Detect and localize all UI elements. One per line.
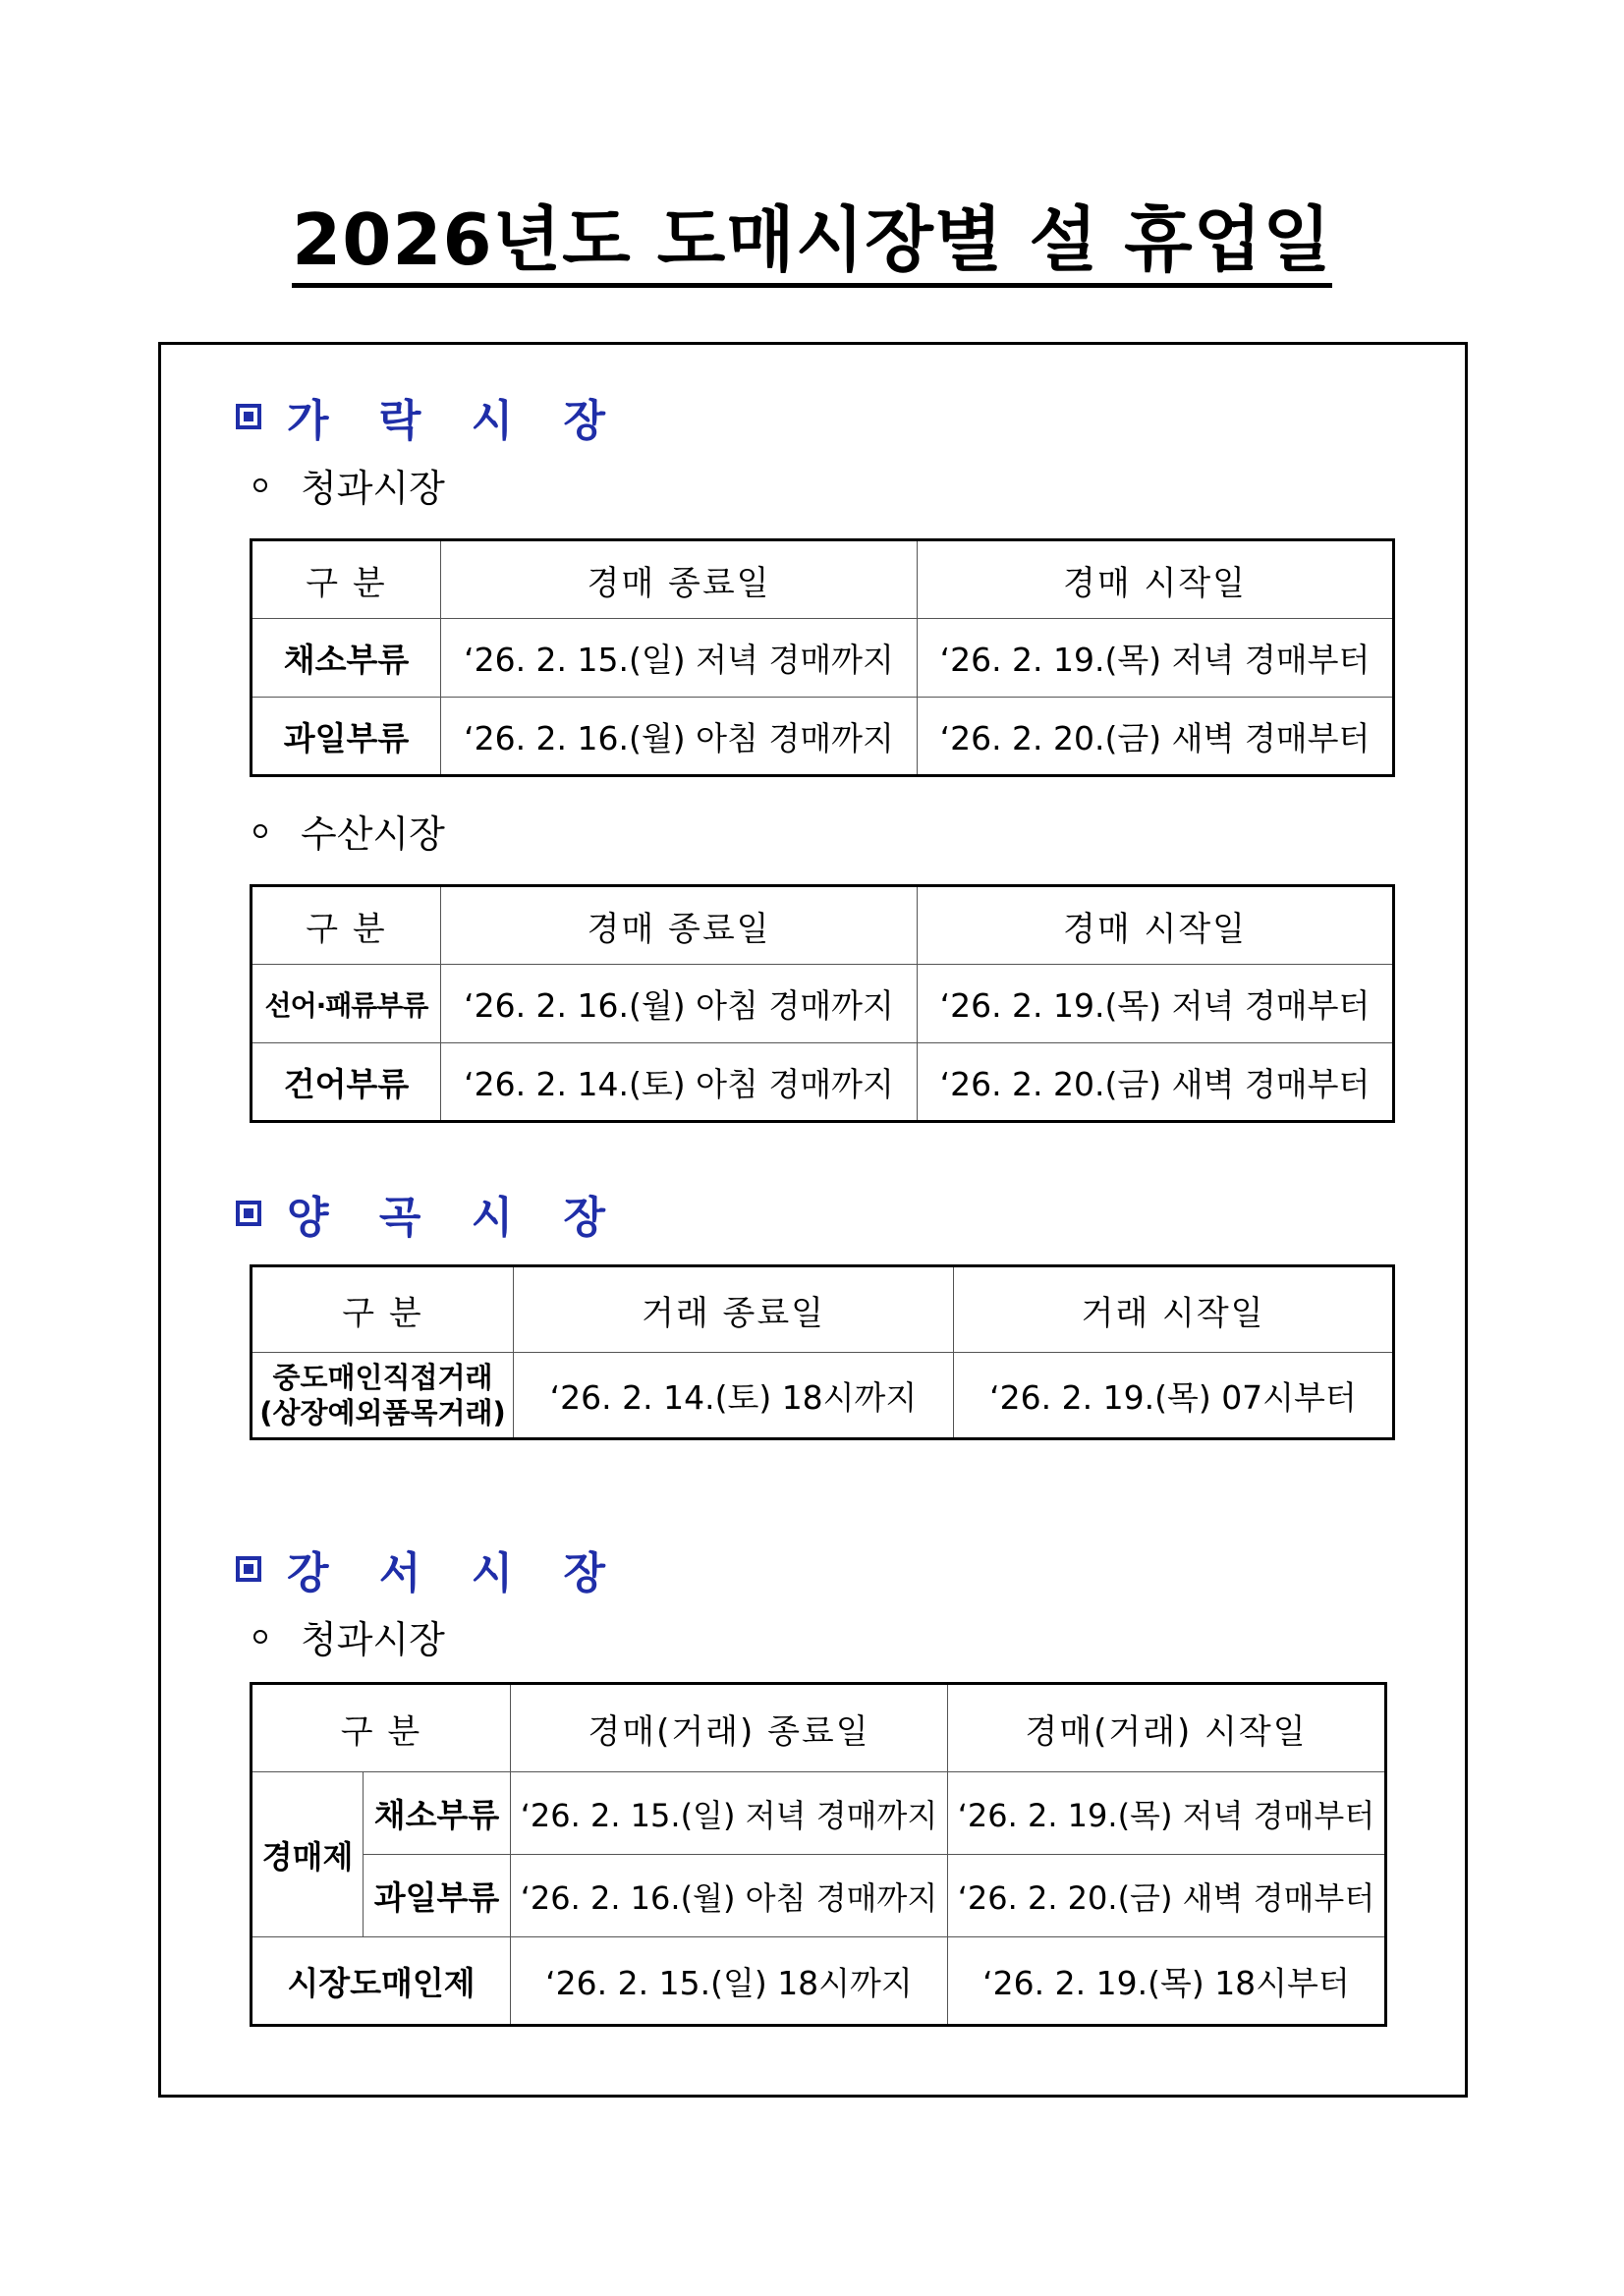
row-label: 과일부류 <box>252 698 441 776</box>
header-cell: 경매(거래) 시작일 <box>948 1684 1386 1772</box>
end-date-cell: ‘26. 2. 14.(토) 18시까지 <box>514 1353 954 1439</box>
garak-seafood-label: 수산시장 <box>253 804 445 858</box>
table-row <box>252 1937 1386 2026</box>
garak-seafood-table <box>250 884 1395 1123</box>
row-label: 건어부류 <box>252 1043 441 1122</box>
circle-bullet-icon <box>253 824 267 838</box>
header-cell: 거래 시작일 <box>954 1266 1394 1353</box>
end-date-cell: ‘26. 2. 15.(일) 저녁 경매까지 <box>511 1772 948 1855</box>
garak-produce-table <box>250 538 1395 777</box>
row-label: 채소부류 <box>364 1772 511 1855</box>
header-cell: 경매(거래) 종료일 <box>511 1684 948 1772</box>
table-header-row <box>252 1684 1386 1772</box>
end-date-cell: ‘26. 2. 16.(월) 아침 경매까지 <box>441 965 918 1043</box>
section-yanggok-heading: 양 곡 시 장 <box>236 1182 623 1245</box>
start-date-cell: ‘26. 2. 19.(목) 저녁 경매부터 <box>918 619 1394 698</box>
start-date-cell: ‘26. 2. 19.(목) 저녁 경매부터 <box>948 1772 1386 1855</box>
header-cell: 경매 시작일 <box>918 886 1394 965</box>
header-cell: 구 분 <box>252 886 441 965</box>
row-label: 선어·패류부류 <box>252 965 441 1043</box>
group-label: 경매제 <box>252 1772 364 1937</box>
gangseo-produce-label: 청과시장 <box>253 1609 445 1663</box>
table-header-row <box>252 886 1394 965</box>
section-garak-heading: 가 락 시 장 <box>236 385 623 448</box>
section-gangseo-heading: 강 서 시 장 <box>236 1538 623 1600</box>
start-date-cell: ‘26. 2. 19.(목) 저녁 경매부터 <box>918 965 1394 1043</box>
header-cell: 구 분 <box>252 1684 511 1772</box>
row-label <box>252 1353 514 1439</box>
start-date-cell: ‘26. 2. 20.(금) 새벽 경매부터 <box>918 1043 1394 1122</box>
table-row <box>252 698 1394 776</box>
table-row <box>252 1043 1394 1122</box>
garak-produce-label: 청과시장 <box>253 458 445 512</box>
square-bullet-icon <box>236 1556 261 1582</box>
row-label-line: 중도매인직접거래 <box>272 1361 493 1394</box>
end-date-cell: ‘26. 2. 16.(월) 아침 경매까지 <box>511 1855 948 1937</box>
end-date-cell: ‘26. 2. 14.(토) 아침 경매까지 <box>441 1043 918 1122</box>
table-row <box>252 965 1394 1043</box>
start-date-cell: ‘26. 2. 20.(금) 새벽 경매부터 <box>948 1855 1386 1937</box>
start-date-cell: ‘26. 2. 20.(금) 새벽 경매부터 <box>918 698 1394 776</box>
end-date-cell: ‘26. 2. 15.(일) 저녁 경매까지 <box>441 619 918 698</box>
yanggok-table <box>250 1264 1395 1440</box>
start-date-cell: ‘26. 2. 19.(목) 07시부터 <box>954 1353 1394 1439</box>
header-cell: 경매 종료일 <box>441 886 918 965</box>
circle-bullet-icon <box>253 1630 267 1644</box>
square-bullet-icon <box>236 404 261 429</box>
table-row <box>252 1855 1386 1937</box>
start-date-cell: ‘26. 2. 19.(목) 18시부터 <box>948 1937 1386 2026</box>
page-title: 2026년도 도매시장별 설 휴업일 <box>0 183 1624 285</box>
circle-bullet-icon <box>253 478 267 492</box>
header-cell: 거래 종료일 <box>514 1266 954 1353</box>
row-label: 시장도매인제 <box>252 1937 511 2026</box>
table-row <box>252 1353 1394 1439</box>
header-cell: 구 분 <box>252 1266 514 1353</box>
table-header-row <box>252 540 1394 619</box>
end-date-cell: ‘26. 2. 16.(월) 아침 경매까지 <box>441 698 918 776</box>
gangseo-produce-table <box>250 1682 1387 2027</box>
header-cell: 경매 종료일 <box>441 540 918 619</box>
row-label: 채소부류 <box>252 619 441 698</box>
table-row <box>252 619 1394 698</box>
header-cell: 구 분 <box>252 540 441 619</box>
header-cell: 경매 시작일 <box>918 540 1394 619</box>
row-label: 과일부류 <box>364 1855 511 1937</box>
square-bullet-icon <box>236 1201 261 1226</box>
row-label-line: (상장예외품목거래) <box>259 1396 506 1429</box>
end-date-cell: ‘26. 2. 15.(일) 18시까지 <box>511 1937 948 2026</box>
table-row <box>252 1772 1386 1855</box>
table-header-row <box>252 1266 1394 1353</box>
